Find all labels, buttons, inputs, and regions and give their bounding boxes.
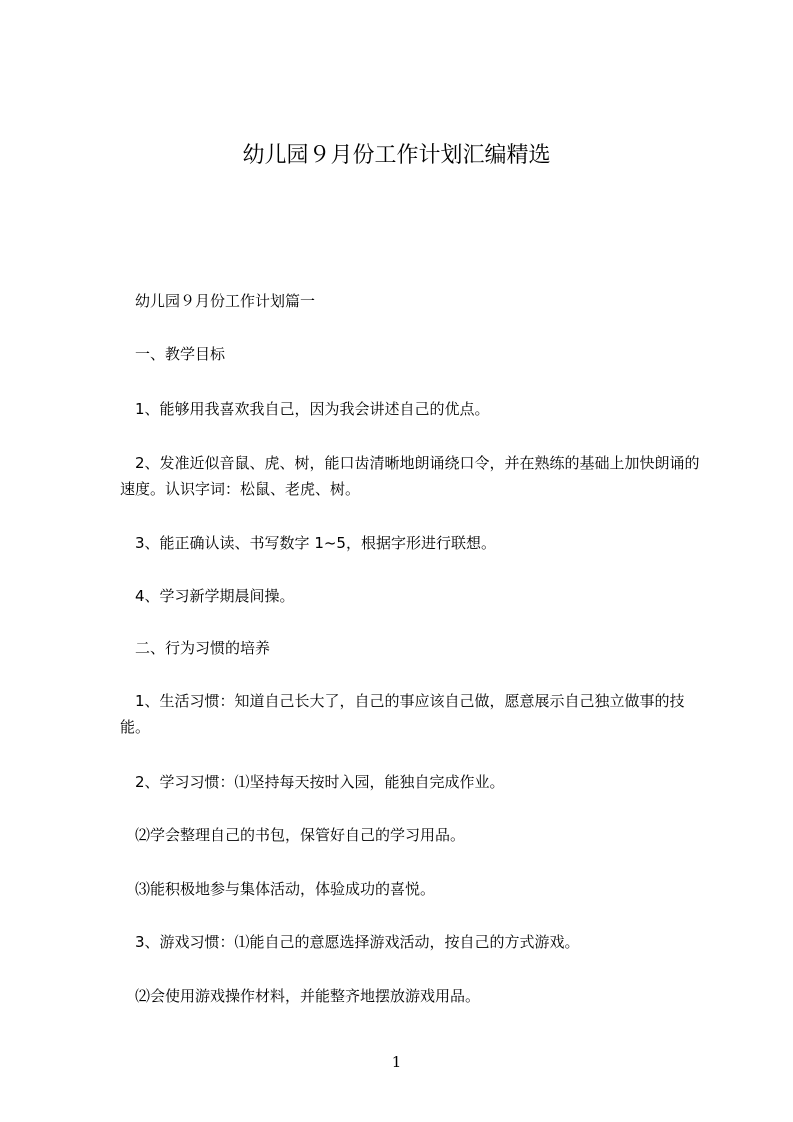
section-heading-teaching-goals: 一、教学目标 (135, 345, 226, 363)
paragraph-study-habits: 2、学习习惯：⑴坚持每天按时入园，能独自完成作业。 (135, 773, 505, 791)
paragraph-study-habits-2: ⑵学会整理自己的书包，保管好自己的学习用品。 (135, 826, 466, 844)
paragraph-goal-1: 1、能够用我喜欢我自己，因为我会讲述自己的优点。 (135, 400, 490, 418)
section-heading-plan-one: 幼儿园９月份工作计划篇一 (135, 292, 316, 310)
paragraph-goal-2: 2、发准近似音鼠、虎、树，能口齿清晰地朗诵绕口令，并在熟练的基础上加快朗诵的速度。认识字词：松鼠、老虎、树。 (120, 454, 700, 498)
paragraph-goal-3: 3、能正确认读、书写数字 1~5，根据字形进行联想。 (135, 534, 496, 552)
paragraph-goal-4: 4、学习新学期晨间操。 (135, 587, 295, 605)
paragraph-game-habits-2: ⑵会使用游戏操作材料，并能整齐地摆放游戏用品。 (135, 987, 481, 1005)
paragraph-living-habits: 1、生活习惯：知道自己长大了，自己的事应该自己做，愿意展示自己独立做事的技能。 (120, 692, 685, 736)
section-heading-habits: 二、行为习惯的培养 (135, 639, 271, 657)
paragraph-study-habits-3: ⑶能积极地参与集体活动，体验成功的喜悦。 (135, 880, 436, 898)
document-title: 幼儿园９月份工作计划汇编精选 (242, 143, 551, 168)
paragraph-game-habits: 3、游戏习惯：⑴能自己的意愿选择游戏活动，按自己的方式游戏。 (135, 933, 580, 951)
page-number: 1 (391, 1053, 402, 1071)
